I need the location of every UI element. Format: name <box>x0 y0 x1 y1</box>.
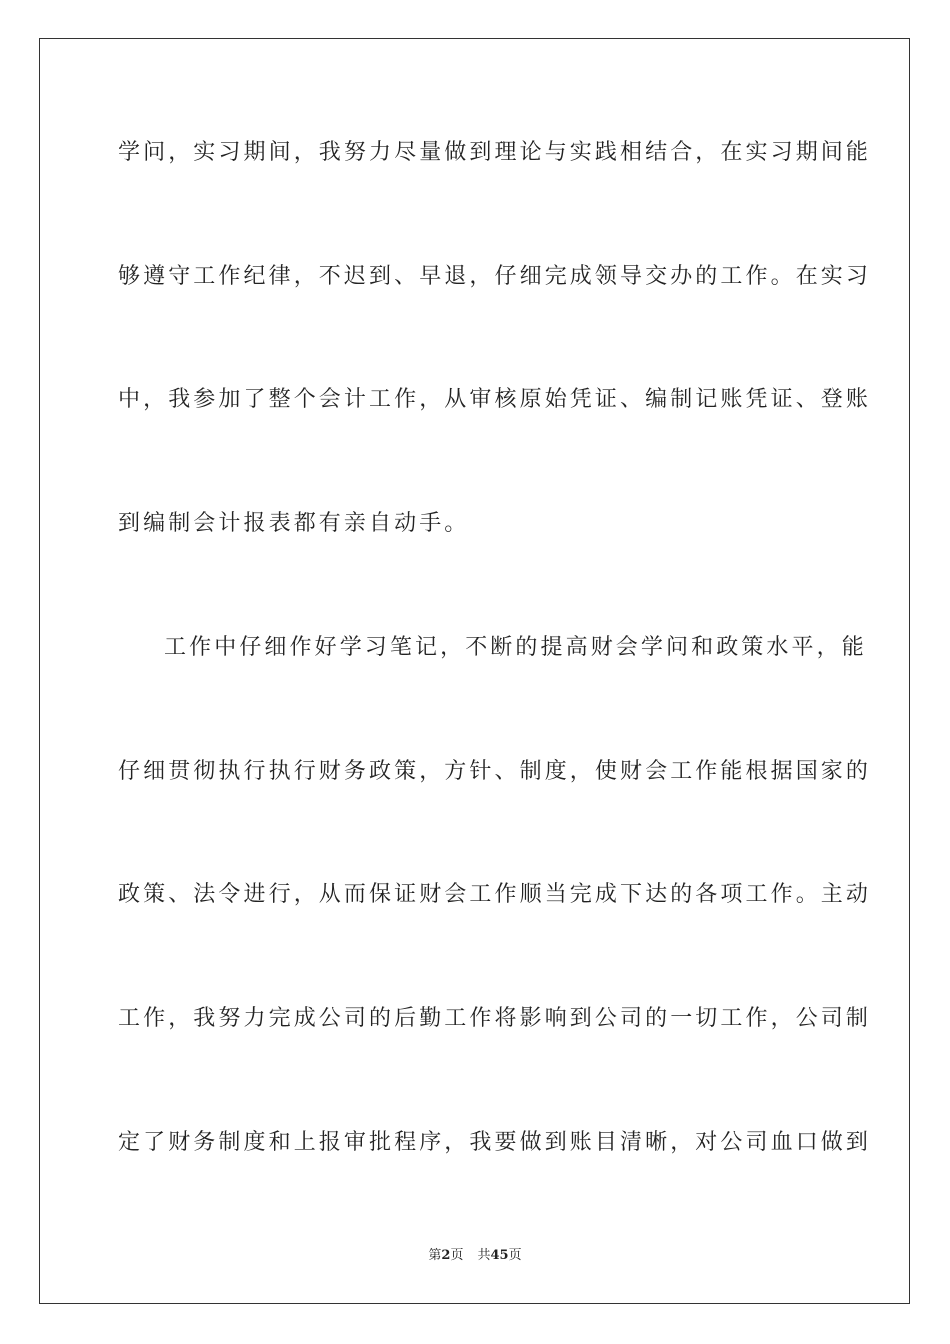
paragraph-line: 工作，我努力完成公司的后勤工作将影响到公司的一切工作，公司制 <box>118 1006 872 1031</box>
paragraph-line: 够遵守工作纪律，不迟到、早退，仔细完成领导交办的工作。在实习 <box>118 264 872 289</box>
page-footer <box>0 1247 950 1265</box>
paragraph-line: 学问，实习期间，我努力尽量做到理论与实践相结合，在实习期间能 <box>118 140 872 165</box>
paragraph-line: 政策、法令进行，从而保证财会工作顺当完成下达的各项工作。主动 <box>118 882 872 907</box>
paragraph-line: 工作中仔细作好学习笔记，不断的提高财会学问和政策水平，能 <box>164 635 867 660</box>
total-pages: 45 <box>490 1248 509 1263</box>
page-number: 2 <box>441 1248 451 1263</box>
total-pages-label: 共45页 <box>477 1248 522 1263</box>
paragraph-line: 到编制会计报表都有亲自动手。 <box>118 511 470 536</box>
page-label: 第2页 <box>428 1248 464 1263</box>
page-border <box>39 38 910 1304</box>
paragraph-line: 中，我参加了整个会计工作，从审核原始凭证、编制记账凭证、登账 <box>118 387 872 412</box>
paragraph-line: 仔细贯彻执行执行财务政策，方针、制度，使财会工作能根据国家的 <box>118 759 872 784</box>
paragraph-line: 定了财务制度和上报审批程序，我要做到账目清晰，对公司血口做到 <box>118 1130 872 1155</box>
